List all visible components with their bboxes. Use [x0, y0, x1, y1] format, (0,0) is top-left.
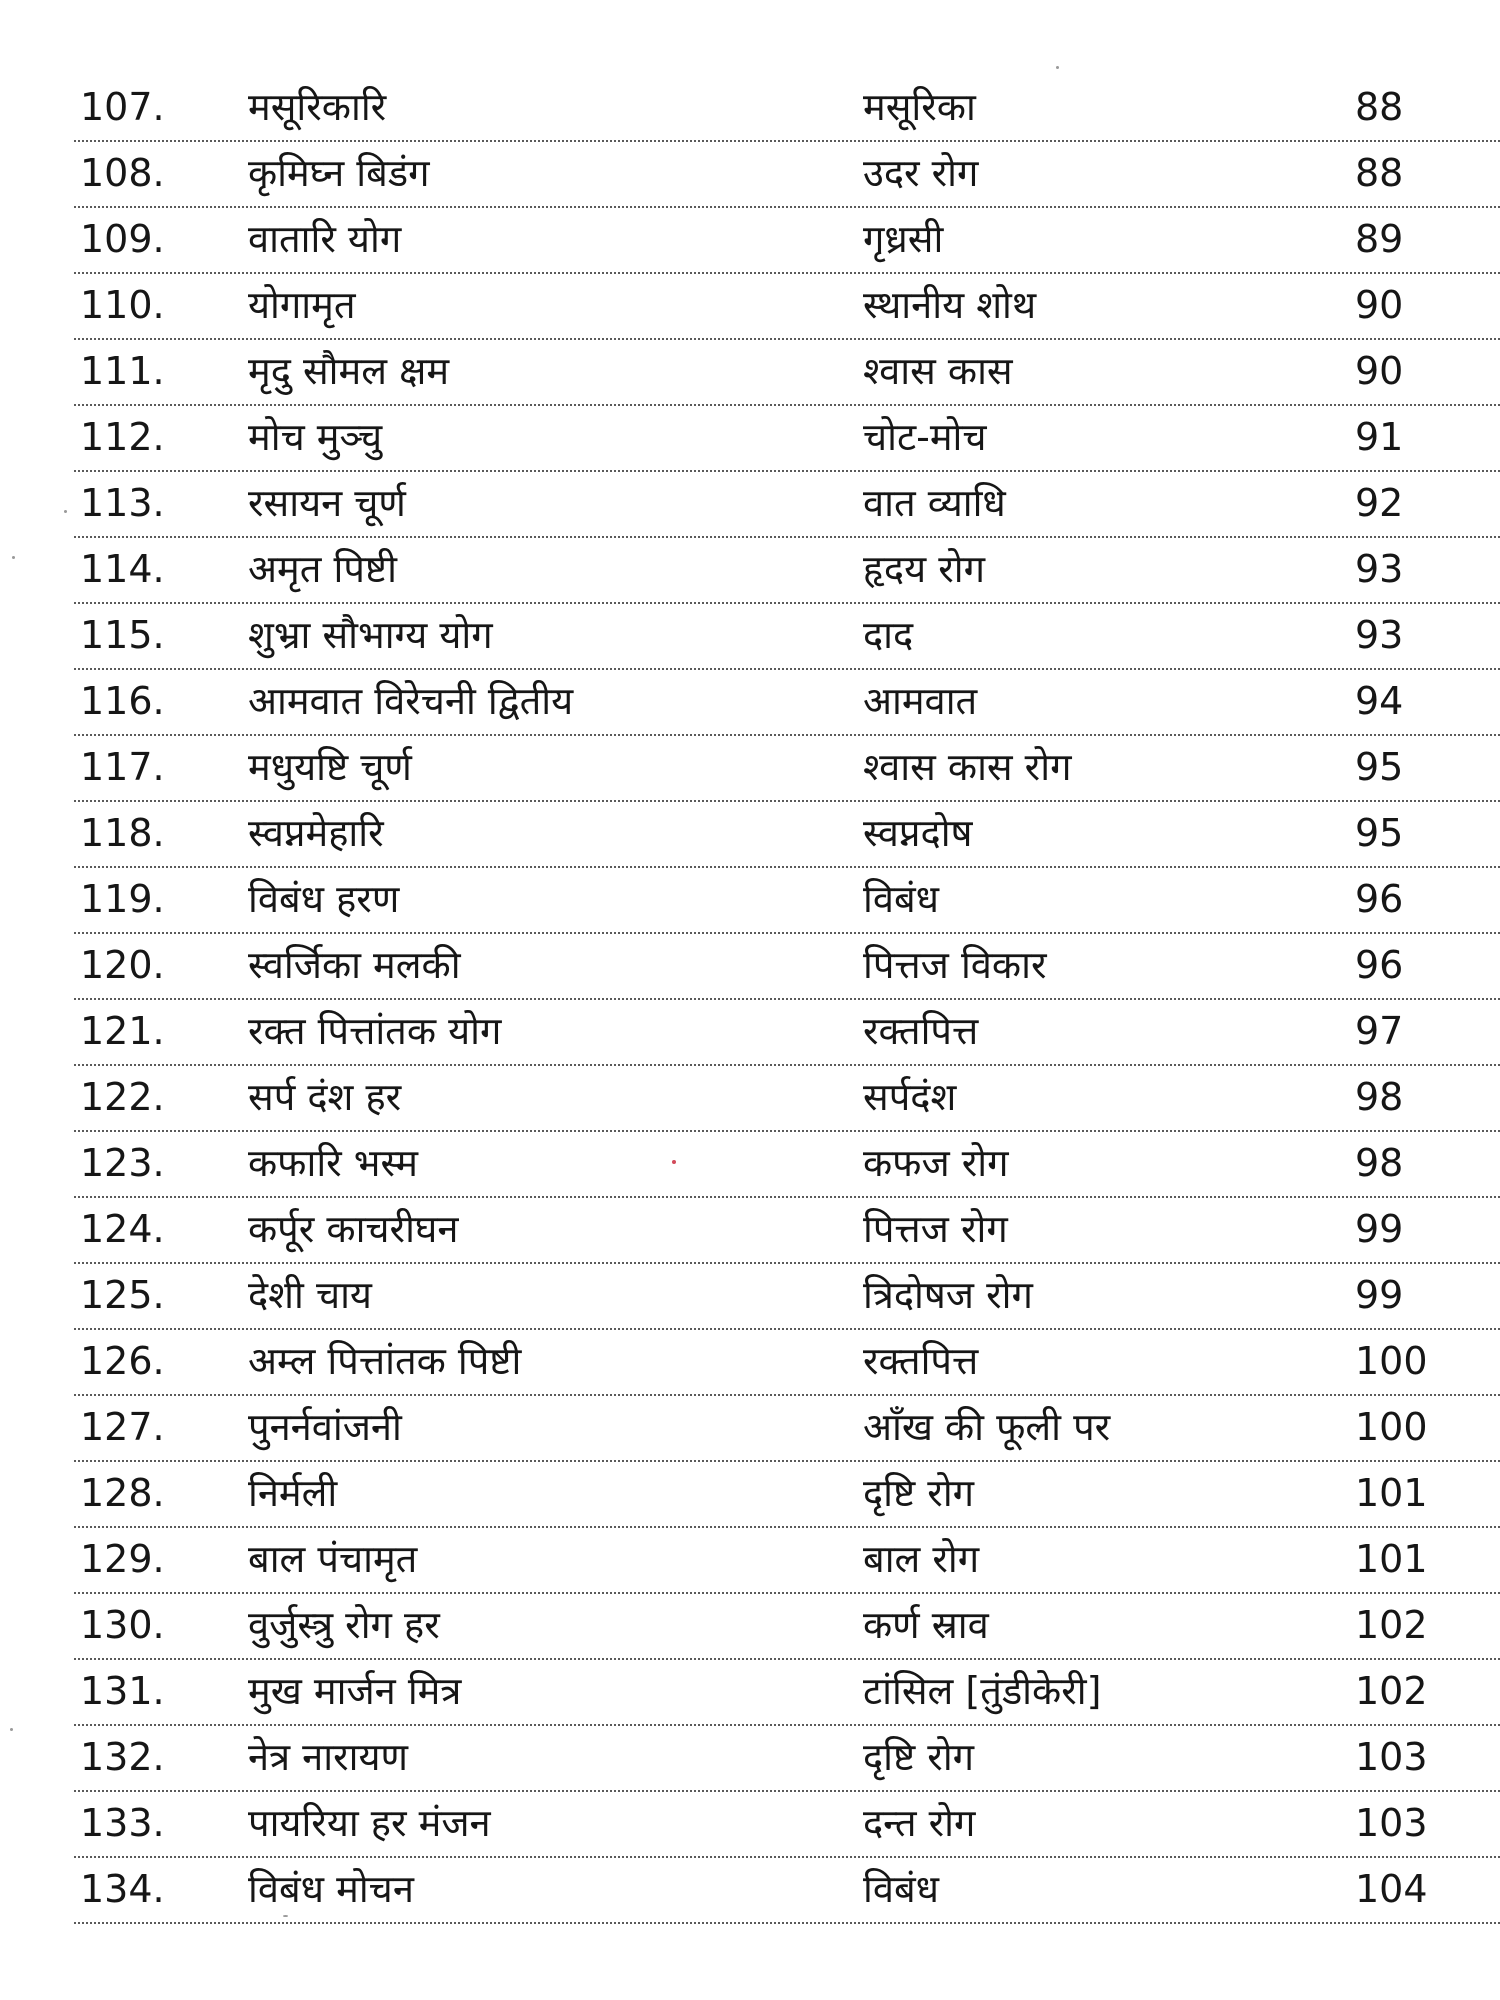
entry-number: 122.: [80, 1075, 165, 1119]
remedy-name: मोच मुञ्चु: [248, 415, 383, 459]
toc-row: [74, 1000, 1500, 1066]
ailment-name: स्वप्नदोष: [863, 811, 973, 855]
remedy-name: कृमिघ्न बिडंग: [248, 151, 430, 195]
ailment-name: रक्तपित्त: [863, 1339, 979, 1383]
entry-number: 118.: [80, 811, 165, 855]
toc-row: [74, 1066, 1500, 1132]
page-number: 97: [1355, 1009, 1404, 1053]
remedy-name: बाल पंचामृत: [248, 1537, 418, 1581]
remedy-name: विबंध हरण: [248, 877, 400, 921]
entry-number: 107.: [80, 85, 165, 129]
remedy-name: मसूरिकारि: [248, 85, 387, 129]
ailment-name: दाद: [863, 613, 914, 657]
ailment-name: टांसिल [तुंडीकेरी]: [863, 1669, 1102, 1713]
remedy-name: योगामृत: [248, 283, 356, 327]
entry-number: 113.: [80, 481, 165, 525]
page-number: 102: [1355, 1603, 1428, 1647]
page-number: 101: [1355, 1537, 1428, 1581]
remedy-name: अम्ल पित्तांतक पिष्टी: [248, 1339, 522, 1383]
ailment-name: हृदय रोग: [863, 547, 985, 591]
entry-number: 121.: [80, 1009, 165, 1053]
page-number: 103: [1355, 1735, 1428, 1779]
toc-row: [74, 1198, 1500, 1264]
remedy-name: मृदु सौमल क्षम: [248, 349, 450, 393]
entry-number: 124.: [80, 1207, 165, 1251]
ailment-name: विबंध: [863, 877, 940, 921]
page-number: 103: [1355, 1801, 1428, 1845]
ailment-name: पित्तज रोग: [863, 1207, 1008, 1251]
ailment-name: कर्ण स्राव: [863, 1603, 989, 1647]
page-number: 96: [1355, 943, 1404, 987]
remedy-name: रक्त पित्तांतक योग: [248, 1009, 502, 1053]
ailment-name: दृष्टि रोग: [863, 1735, 975, 1779]
toc-row: [74, 274, 1500, 340]
page-number: 99: [1355, 1207, 1404, 1251]
toc-row: [74, 406, 1500, 472]
remedy-name: कफारि भस्म: [248, 1141, 419, 1185]
remedy-name: आमवात विरेचनी द्वितीय: [248, 679, 574, 723]
page-number: 90: [1355, 283, 1404, 327]
remedy-name: मुख मार्जन मित्र: [248, 1669, 462, 1713]
entry-number: 128.: [80, 1471, 165, 1515]
ailment-name: चोट-मोच: [863, 415, 987, 459]
remedy-name: मधुयष्टि चूर्ण: [248, 745, 412, 789]
toc-row: [74, 472, 1500, 538]
toc-row: [74, 1594, 1500, 1660]
remedy-name: वुर्जुस्त्रु रोग हर: [248, 1603, 440, 1647]
page-number: 93: [1355, 613, 1404, 657]
ailment-name: दन्त रोग: [863, 1801, 976, 1845]
toc-row: [74, 1264, 1500, 1330]
toc-row: [74, 736, 1500, 802]
entry-number: 132.: [80, 1735, 165, 1779]
toc-row: [74, 208, 1500, 274]
ailment-name: श्वास कास: [863, 349, 1013, 393]
page-number: 99: [1355, 1273, 1404, 1317]
toc-row: [74, 1330, 1500, 1396]
entry-number: 115.: [80, 613, 165, 657]
entry-number: 133.: [80, 1801, 165, 1845]
entry-number: 119.: [80, 877, 165, 921]
remedy-name: शुभ्रा सौभाग्य योग: [248, 613, 493, 657]
toc-row: [74, 802, 1500, 868]
ailment-name: विबंध: [863, 1867, 940, 1911]
page-number: 88: [1355, 85, 1404, 129]
remedy-name: सर्प दंश हर: [248, 1075, 402, 1119]
page-number: 95: [1355, 745, 1404, 789]
entry-number: 110.: [80, 283, 165, 327]
remedy-name: अमृत पिष्टी: [248, 547, 397, 591]
ailment-name: कफज रोग: [863, 1141, 1009, 1185]
page-number: 102: [1355, 1669, 1428, 1713]
scan-speck: [1056, 66, 1059, 69]
remedy-name: पुनर्नवांजनी: [248, 1405, 402, 1449]
entry-number: 126.: [80, 1339, 165, 1383]
toc-row: [74, 1660, 1500, 1726]
toc-row: [74, 1792, 1500, 1858]
remedy-name: स्वप्नमेहारि: [248, 811, 384, 855]
remedy-name: पायरिया हर मंजन: [248, 1801, 491, 1845]
toc-row: [74, 1726, 1500, 1792]
scan-speck: [10, 1728, 13, 1731]
toc-row: [74, 1396, 1500, 1462]
scan-speck: [672, 1160, 676, 1164]
page-number: 95: [1355, 811, 1404, 855]
entry-number: 108.: [80, 151, 165, 195]
toc-row: [74, 340, 1500, 406]
page-number: 96: [1355, 877, 1404, 921]
toc-row: [74, 670, 1500, 736]
toc-row: [74, 1858, 1500, 1924]
page-number: 88: [1355, 151, 1404, 195]
remedy-name: वातारि योग: [248, 217, 402, 261]
ailment-name: बाल रोग: [863, 1537, 980, 1581]
toc-row: [74, 1462, 1500, 1528]
toc-row: [74, 1132, 1500, 1198]
ailment-name: आँख की फूली पर: [863, 1405, 1111, 1449]
page-number: 100: [1355, 1405, 1428, 1449]
page-number: 92: [1355, 481, 1404, 525]
scan-speck: [64, 510, 67, 513]
ailment-name: मसूरिका: [863, 85, 976, 129]
scan-speck: [12, 556, 15, 559]
ailment-name: श्वास कास रोग: [863, 745, 1072, 789]
remedy-name: नेत्र नारायण: [248, 1735, 408, 1779]
remedy-name: स्वर्जिका मलकी: [248, 943, 461, 987]
remedy-name: देशी चाय: [248, 1273, 372, 1317]
entry-number: 111.: [80, 349, 165, 393]
scan-speck: [283, 1915, 288, 1917]
toc-row: [74, 1528, 1500, 1594]
page-number: 98: [1355, 1075, 1404, 1119]
remedy-name: निर्मली: [248, 1471, 338, 1515]
entry-number: 125.: [80, 1273, 165, 1317]
entry-number: 131.: [80, 1669, 165, 1713]
toc-row: [74, 142, 1500, 208]
entry-number: 134.: [80, 1867, 165, 1911]
entry-number: 123.: [80, 1141, 165, 1185]
ailment-name: आमवात: [863, 679, 978, 723]
entry-number: 117.: [80, 745, 165, 789]
page-number: 90: [1355, 349, 1404, 393]
ailment-name: सर्पदंश: [863, 1075, 957, 1119]
page-number: 93: [1355, 547, 1404, 591]
ailment-name: दृष्टि रोग: [863, 1471, 975, 1515]
ailment-name: रक्तपित्त: [863, 1009, 979, 1053]
ailment-name: स्थानीय शोथ: [863, 283, 1037, 327]
ailment-name: पित्तज विकार: [863, 943, 1047, 987]
entry-number: 130.: [80, 1603, 165, 1647]
ailment-name: त्रिदोषज रोग: [863, 1273, 1033, 1317]
entry-number: 127.: [80, 1405, 165, 1449]
ailment-name: गृध्रसी: [863, 217, 944, 261]
page-number: 104: [1355, 1867, 1428, 1911]
toc-row: [74, 538, 1500, 604]
page-number: 89: [1355, 217, 1404, 261]
remedy-name: रसायन चूर्ण: [248, 481, 406, 525]
toc-row: [74, 76, 1500, 142]
page-number: 98: [1355, 1141, 1404, 1185]
remedy-name: विबंध मोचन: [248, 1867, 414, 1911]
entry-number: 120.: [80, 943, 165, 987]
contents-list: [74, 76, 1500, 1924]
toc-row: [74, 868, 1500, 934]
page-number: 91: [1355, 415, 1404, 459]
ailment-name: उदर रोग: [863, 151, 979, 195]
entry-number: 109.: [80, 217, 165, 261]
entry-number: 114.: [80, 547, 165, 591]
ailment-name: वात व्याधि: [863, 481, 1006, 525]
page-number: 100: [1355, 1339, 1428, 1383]
entry-number: 116.: [80, 679, 165, 723]
toc-row: [74, 604, 1500, 670]
toc-row: [74, 934, 1500, 1000]
remedy-name: कर्पूर काचरीघन: [248, 1207, 459, 1251]
entry-number: 129.: [80, 1537, 165, 1581]
page-number: 94: [1355, 679, 1404, 723]
page-number: 101: [1355, 1471, 1428, 1515]
entry-number: 112.: [80, 415, 165, 459]
